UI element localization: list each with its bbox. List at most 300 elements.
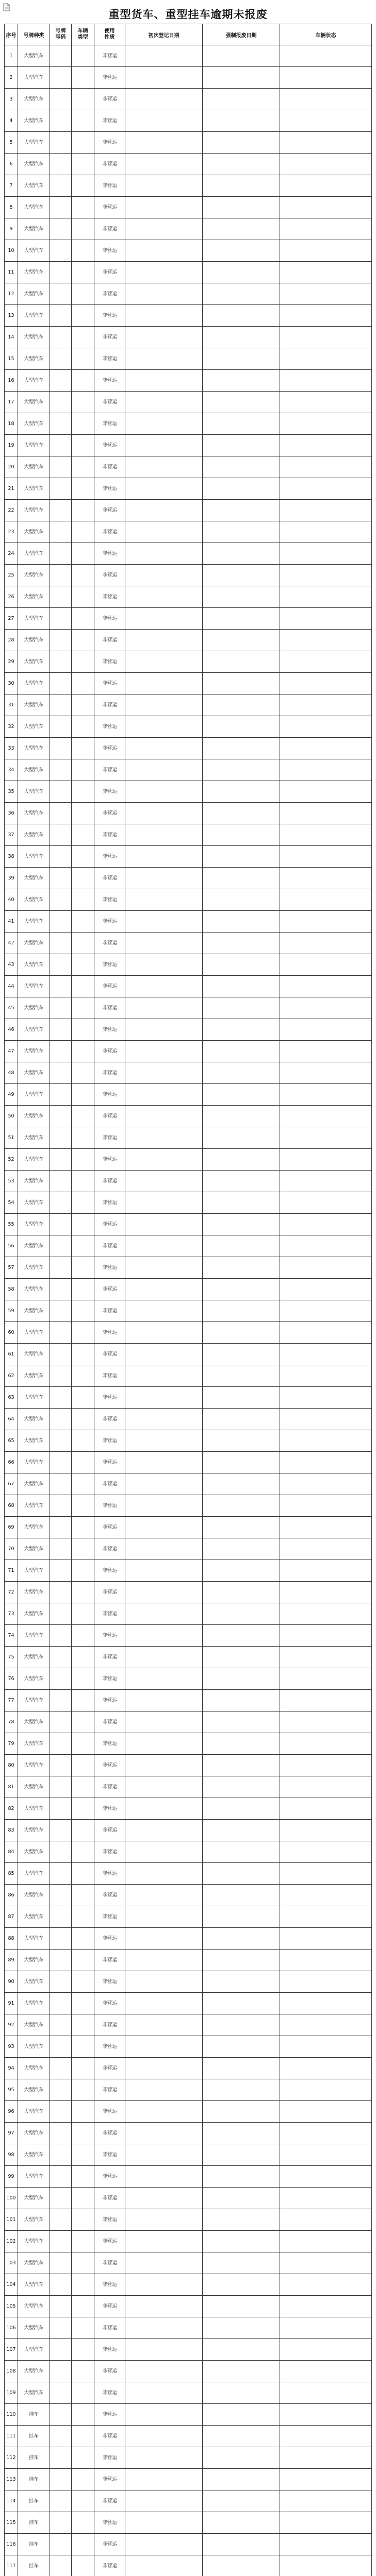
table-cell bbox=[203, 2317, 280, 2339]
table-cell bbox=[280, 1300, 372, 1322]
table-cell bbox=[72, 1387, 94, 1409]
table-cell bbox=[72, 392, 94, 413]
table-cell bbox=[280, 803, 372, 824]
table-cell bbox=[280, 1647, 372, 1668]
table-cell: 106 bbox=[5, 2317, 18, 2339]
table-cell: 非营运 bbox=[94, 651, 125, 673]
table-cell bbox=[125, 1690, 203, 1711]
header-cell: 号牌 号码 bbox=[50, 24, 72, 45]
table-cell bbox=[125, 1084, 203, 1106]
table-row bbox=[5, 2144, 372, 2166]
table-cell bbox=[203, 716, 280, 738]
table-cell bbox=[280, 305, 372, 327]
table-cell bbox=[203, 132, 280, 154]
table-cell bbox=[125, 2404, 203, 2426]
table-cell bbox=[203, 1452, 280, 1473]
table-cell: 非营运 bbox=[94, 1387, 125, 1409]
table-cell bbox=[280, 392, 372, 413]
table-row bbox=[5, 1885, 372, 1906]
table-cell bbox=[203, 1019, 280, 1041]
table-cell bbox=[72, 1041, 94, 1062]
table-cell bbox=[125, 651, 203, 673]
table-cell bbox=[203, 2534, 280, 2555]
table-cell: 大型汽车 bbox=[18, 1950, 50, 1971]
table-cell bbox=[72, 2404, 94, 2426]
table-cell bbox=[125, 954, 203, 976]
table-cell: 非营运 bbox=[94, 110, 125, 132]
table-cell: 非营运 bbox=[94, 348, 125, 370]
table-cell bbox=[50, 846, 72, 868]
table-cell bbox=[50, 1971, 72, 1993]
table-row bbox=[5, 89, 372, 110]
table-cell bbox=[280, 1690, 372, 1711]
table-cell: 77 bbox=[5, 1690, 18, 1711]
table-cell bbox=[50, 2166, 72, 2188]
table-cell: 92 bbox=[5, 2014, 18, 2036]
table-cell bbox=[280, 997, 372, 1019]
table-cell bbox=[280, 1322, 372, 1344]
table-cell bbox=[280, 543, 372, 565]
table-cell bbox=[280, 413, 372, 435]
table-cell: 大型汽车 bbox=[18, 1387, 50, 1409]
table-cell: 大型汽车 bbox=[18, 1322, 50, 1344]
table-cell bbox=[125, 1517, 203, 1538]
table-row bbox=[5, 2014, 372, 2036]
table-cell bbox=[203, 1214, 280, 1235]
table-row bbox=[5, 2555, 372, 2576]
table-cell: 非营运 bbox=[94, 1149, 125, 1171]
table-cell: 非营运 bbox=[94, 2361, 125, 2382]
table-cell bbox=[50, 1084, 72, 1106]
table-row bbox=[5, 543, 372, 565]
table-cell: 非营运 bbox=[94, 781, 125, 803]
table-cell: 大型汽车 bbox=[18, 1300, 50, 1322]
table-cell bbox=[125, 1473, 203, 1495]
table-row bbox=[5, 933, 372, 954]
table-cell bbox=[72, 868, 94, 889]
table-cell bbox=[50, 759, 72, 781]
table-row bbox=[5, 1798, 372, 1820]
table-row bbox=[5, 1279, 372, 1300]
table-cell bbox=[280, 2555, 372, 2576]
table-cell: 49 bbox=[5, 1084, 18, 1106]
table-cell bbox=[203, 2123, 280, 2144]
table-cell bbox=[72, 45, 94, 67]
table-cell: 大型汽车 bbox=[18, 89, 50, 110]
table-cell bbox=[203, 1560, 280, 1582]
table-cell bbox=[125, 1863, 203, 1885]
table-cell bbox=[203, 1279, 280, 1300]
table-cell bbox=[125, 1538, 203, 1560]
table-cell bbox=[50, 1798, 72, 1820]
table-cell: 大型汽车 bbox=[18, 1820, 50, 1841]
table-cell bbox=[50, 1647, 72, 1668]
table-cell: 大型汽车 bbox=[18, 976, 50, 997]
table-cell: 34 bbox=[5, 759, 18, 781]
table-cell: 27 bbox=[5, 608, 18, 630]
table-cell bbox=[125, 1344, 203, 1365]
table-cell: 15 bbox=[5, 348, 18, 370]
table-cell bbox=[50, 67, 72, 89]
table-cell bbox=[203, 1733, 280, 1755]
table-cell bbox=[125, 565, 203, 586]
table-cell bbox=[280, 1127, 372, 1149]
table-cell: 2 bbox=[5, 67, 18, 89]
table-cell bbox=[125, 1019, 203, 1041]
table-cell: 非营运 bbox=[94, 2101, 125, 2123]
table-cell bbox=[125, 824, 203, 846]
table-body bbox=[5, 45, 372, 2576]
table-cell bbox=[125, 1841, 203, 1863]
table-cell bbox=[50, 1668, 72, 1690]
table-cell bbox=[280, 240, 372, 262]
table-cell bbox=[280, 2447, 372, 2469]
table-cell: 非营运 bbox=[94, 2296, 125, 2317]
table-cell bbox=[72, 2296, 94, 2317]
table-cell: 大型汽车 bbox=[18, 997, 50, 1019]
table-cell bbox=[280, 132, 372, 154]
table-cell: 挂车 bbox=[18, 2555, 50, 2576]
table-cell bbox=[125, 889, 203, 911]
table-cell: 非营运 bbox=[94, 1257, 125, 1279]
table-row bbox=[5, 1625, 372, 1647]
table-cell: 大型汽车 bbox=[18, 1062, 50, 1084]
page-title: 重型货车、重型挂车逾期未报废 bbox=[108, 8, 268, 21]
table-cell bbox=[280, 2058, 372, 2079]
table-cell bbox=[125, 2166, 203, 2188]
table-cell bbox=[280, 759, 372, 781]
table-cell bbox=[203, 262, 280, 283]
table-cell: 13 bbox=[5, 305, 18, 327]
table-cell: 115 bbox=[5, 2512, 18, 2534]
table-cell bbox=[280, 2469, 372, 2490]
table-cell bbox=[72, 521, 94, 543]
table-cell bbox=[125, 630, 203, 651]
table-cell bbox=[280, 1041, 372, 1062]
table-row bbox=[5, 803, 372, 824]
table-cell bbox=[280, 1776, 372, 1798]
table-cell bbox=[203, 911, 280, 933]
table-cell: 大型汽车 bbox=[18, 1647, 50, 1668]
table-cell bbox=[280, 1971, 372, 1993]
table-cell: 大型汽车 bbox=[18, 759, 50, 781]
table-cell bbox=[280, 348, 372, 370]
table-cell bbox=[50, 803, 72, 824]
table-cell bbox=[50, 1863, 72, 1885]
table-row bbox=[5, 1430, 372, 1452]
table-cell: 非营运 bbox=[94, 1171, 125, 1192]
table-row bbox=[5, 2036, 372, 2058]
table-row bbox=[5, 1647, 372, 1668]
table-cell bbox=[72, 565, 94, 586]
table-cell: 73 bbox=[5, 1603, 18, 1625]
table-cell bbox=[280, 1106, 372, 1127]
table-cell: 大型汽车 bbox=[18, 608, 50, 630]
table-cell bbox=[125, 2014, 203, 2036]
table-cell: 非营运 bbox=[94, 1798, 125, 1820]
table-cell bbox=[280, 197, 372, 218]
table-row bbox=[5, 1344, 372, 1365]
table-row bbox=[5, 392, 372, 413]
table-cell: 107 bbox=[5, 2339, 18, 2361]
table-cell bbox=[72, 2209, 94, 2231]
table-cell bbox=[203, 1798, 280, 1820]
table-cell bbox=[125, 933, 203, 954]
table-cell bbox=[203, 1387, 280, 1409]
table-cell bbox=[72, 1214, 94, 1235]
table-cell bbox=[72, 2036, 94, 2058]
table-cell bbox=[50, 500, 72, 521]
table-cell bbox=[203, 1430, 280, 1452]
table-row bbox=[5, 1062, 372, 1084]
table-cell: 114 bbox=[5, 2490, 18, 2512]
table-cell: 大型汽车 bbox=[18, 1776, 50, 1798]
table-cell bbox=[125, 803, 203, 824]
table-cell: 大型汽车 bbox=[18, 413, 50, 435]
table-cell bbox=[125, 1409, 203, 1430]
table-cell: 25 bbox=[5, 565, 18, 586]
header-cell: 强制报废日期 bbox=[203, 24, 280, 45]
table-cell bbox=[280, 1668, 372, 1690]
table-row bbox=[5, 1235, 372, 1257]
table-cell bbox=[280, 1062, 372, 1084]
table-cell bbox=[72, 1257, 94, 1279]
table-cell: 非营运 bbox=[94, 2014, 125, 2036]
table-cell bbox=[203, 759, 280, 781]
table-cell bbox=[280, 694, 372, 716]
table-cell: 86 bbox=[5, 1885, 18, 1906]
table-cell: 大型汽车 bbox=[18, 2252, 50, 2274]
table-cell bbox=[280, 868, 372, 889]
table-row bbox=[5, 67, 372, 89]
table-cell: 26 bbox=[5, 586, 18, 608]
table-cell bbox=[125, 1971, 203, 1993]
table-cell bbox=[203, 1993, 280, 2014]
table-cell bbox=[50, 1149, 72, 1171]
table-cell bbox=[280, 2014, 372, 2036]
table-cell bbox=[125, 1906, 203, 1928]
table-cell: 54 bbox=[5, 1192, 18, 1214]
table-cell bbox=[50, 1019, 72, 1041]
table-cell bbox=[50, 716, 72, 738]
table-cell: 39 bbox=[5, 868, 18, 889]
table-cell bbox=[50, 1841, 72, 1863]
table-cell: 非营运 bbox=[94, 2209, 125, 2231]
table-cell: 大型汽车 bbox=[18, 1235, 50, 1257]
table-cell bbox=[72, 2079, 94, 2101]
table-cell: 大型汽车 bbox=[18, 1798, 50, 1820]
table-row bbox=[5, 1300, 372, 1322]
table-cell bbox=[50, 1906, 72, 1928]
table-cell bbox=[203, 694, 280, 716]
table-cell: 61 bbox=[5, 1344, 18, 1365]
table-cell bbox=[125, 1452, 203, 1473]
table-cell bbox=[72, 1106, 94, 1127]
table-row bbox=[5, 1971, 372, 1993]
table-row bbox=[5, 2209, 372, 2231]
table-row bbox=[5, 1733, 372, 1755]
table-row bbox=[5, 2317, 372, 2339]
table-cell: 67 bbox=[5, 1473, 18, 1495]
table-row bbox=[5, 1171, 372, 1192]
table-cell bbox=[125, 2555, 203, 2576]
table-cell bbox=[280, 2123, 372, 2144]
table-cell bbox=[72, 1798, 94, 1820]
table-row bbox=[5, 240, 372, 262]
table-row bbox=[5, 694, 372, 716]
table-cell bbox=[203, 1820, 280, 1841]
table-cell: 大型汽车 bbox=[18, 2317, 50, 2339]
table-cell bbox=[280, 1733, 372, 1755]
table-cell bbox=[280, 154, 372, 175]
table-cell bbox=[280, 1906, 372, 1928]
table-cell: 104 bbox=[5, 2274, 18, 2296]
table-cell: 103 bbox=[5, 2252, 18, 2274]
table-cell: 非营运 bbox=[94, 1473, 125, 1495]
table-cell bbox=[72, 2274, 94, 2296]
table-row bbox=[5, 1582, 372, 1603]
table-cell: 非营运 bbox=[94, 889, 125, 911]
table-cell: 大型汽车 bbox=[18, 2209, 50, 2231]
table-cell bbox=[125, 2123, 203, 2144]
table-row bbox=[5, 197, 372, 218]
table-cell bbox=[203, 283, 280, 305]
table-row bbox=[5, 759, 372, 781]
table-cell bbox=[50, 1733, 72, 1755]
table-cell bbox=[280, 110, 372, 132]
table-cell bbox=[72, 2339, 94, 2361]
table-cell bbox=[72, 1495, 94, 1517]
table-cell: 大型汽车 bbox=[18, 478, 50, 500]
table-cell bbox=[203, 1127, 280, 1149]
table-cell bbox=[50, 2231, 72, 2252]
table-cell bbox=[50, 1625, 72, 1647]
table-cell bbox=[280, 1495, 372, 1517]
table-cell bbox=[125, 1214, 203, 1235]
table-cell bbox=[203, 1409, 280, 1430]
table-cell bbox=[203, 1603, 280, 1625]
table-cell bbox=[125, 348, 203, 370]
table-cell bbox=[72, 889, 94, 911]
table-cell bbox=[72, 1171, 94, 1192]
table-cell bbox=[280, 824, 372, 846]
table-cell bbox=[72, 1733, 94, 1755]
table-cell bbox=[50, 1517, 72, 1538]
table-cell: 非营运 bbox=[94, 175, 125, 197]
table-cell bbox=[50, 305, 72, 327]
table-cell bbox=[125, 1625, 203, 1647]
table-cell bbox=[50, 933, 72, 954]
table-cell bbox=[280, 1993, 372, 2014]
table-cell bbox=[125, 2534, 203, 2555]
table-row bbox=[5, 110, 372, 132]
table-row bbox=[5, 1755, 372, 1776]
table-cell bbox=[50, 2469, 72, 2490]
table-cell bbox=[72, 2252, 94, 2274]
table-cell bbox=[280, 608, 372, 630]
table-row bbox=[5, 1538, 372, 1560]
table-cell: 挂车 bbox=[18, 2426, 50, 2447]
table-cell bbox=[280, 2274, 372, 2296]
table-cell bbox=[280, 673, 372, 694]
table-cell: 大型汽车 bbox=[18, 2166, 50, 2188]
table-cell: 非营运 bbox=[94, 1993, 125, 2014]
table-cell bbox=[72, 2361, 94, 2382]
table-cell bbox=[50, 1452, 72, 1473]
table-cell: 大型汽车 bbox=[18, 392, 50, 413]
table-cell bbox=[280, 2166, 372, 2188]
table-cell bbox=[50, 1993, 72, 2014]
table-cell bbox=[50, 954, 72, 976]
table-cell: 非营运 bbox=[94, 1668, 125, 1690]
table-cell: 100 bbox=[5, 2188, 18, 2209]
table-cell bbox=[280, 2317, 372, 2339]
table-cell: 大型汽车 bbox=[18, 1538, 50, 1560]
table-cell: 非营运 bbox=[94, 1365, 125, 1387]
table-cell bbox=[72, 110, 94, 132]
table-cell bbox=[72, 1322, 94, 1344]
table-cell bbox=[125, 1430, 203, 1452]
table-cell: 挂车 bbox=[18, 2404, 50, 2426]
table-row bbox=[5, 1084, 372, 1106]
table-cell bbox=[125, 2036, 203, 2058]
table-cell bbox=[203, 2382, 280, 2404]
table-cell bbox=[50, 1127, 72, 1149]
table-row bbox=[5, 2404, 372, 2426]
table-row bbox=[5, 435, 372, 456]
table-cell bbox=[50, 694, 72, 716]
table-cell: 非营运 bbox=[94, 997, 125, 1019]
table-cell bbox=[50, 348, 72, 370]
table-cell bbox=[125, 694, 203, 716]
table-cell bbox=[72, 1885, 94, 1906]
table-cell: 3 bbox=[5, 89, 18, 110]
table-cell: 非营运 bbox=[94, 1322, 125, 1344]
table-row bbox=[5, 2447, 372, 2469]
table-row bbox=[5, 1409, 372, 1430]
table-cell bbox=[280, 1517, 372, 1538]
table-cell bbox=[203, 1322, 280, 1344]
table-cell bbox=[125, 500, 203, 521]
table-cell bbox=[203, 1690, 280, 1711]
table-cell: 非营运 bbox=[94, 933, 125, 954]
table-cell: 80 bbox=[5, 1755, 18, 1776]
table-cell: 69 bbox=[5, 1517, 18, 1538]
table-row bbox=[5, 2079, 372, 2101]
table-cell bbox=[50, 283, 72, 305]
table-cell: 非营运 bbox=[94, 240, 125, 262]
table-cell bbox=[125, 586, 203, 608]
table-cell bbox=[72, 2426, 94, 2447]
table-row bbox=[5, 1928, 372, 1950]
table-cell bbox=[203, 521, 280, 543]
table-cell bbox=[125, 976, 203, 997]
table-cell: 88 bbox=[5, 1928, 18, 1950]
table-row bbox=[5, 2166, 372, 2188]
table-cell bbox=[72, 1820, 94, 1841]
table-cell bbox=[50, 2317, 72, 2339]
table-cell bbox=[203, 1928, 280, 1950]
table-cell: 大型汽车 bbox=[18, 1495, 50, 1517]
table-cell bbox=[280, 327, 372, 348]
table-cell bbox=[50, 2123, 72, 2144]
table-cell: 大型汽车 bbox=[18, 218, 50, 240]
table-cell bbox=[50, 586, 72, 608]
table-cell bbox=[125, 738, 203, 759]
table-cell bbox=[50, 1041, 72, 1062]
table-cell: 大型汽车 bbox=[18, 694, 50, 716]
table-cell: 大型汽车 bbox=[18, 565, 50, 586]
